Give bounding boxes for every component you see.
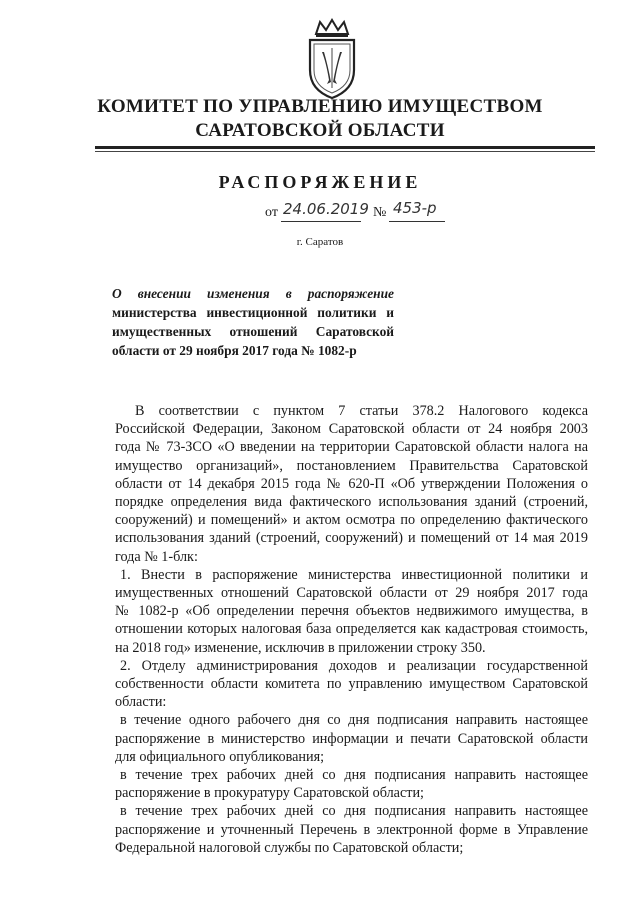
body-line: имущественных отношений Саратовской области от 29 ноября 2017 года: [115, 585, 588, 602]
document-subject: [112, 284, 394, 360]
document-type-title: РАСПОРЯЖЕНИЕ: [218, 172, 422, 192]
number-prefix: №: [373, 205, 387, 220]
date-underline: [281, 221, 361, 222]
body-line: распоряжение и уточненный Перечень в электронной форме в Управление: [115, 821, 588, 838]
handwritten-date: 24.06.2019: [283, 200, 369, 218]
body-line: отношении которых налоговая база определяется как кадастровая стоимость,: [115, 621, 588, 638]
body-line: в течение одного рабочего дня со дня подписания направить настоящее: [120, 712, 588, 729]
organization-name-line1: КОМИТЕТ ПО УПРАВЛЕНИЮ ИМУЩЕСТВОМ: [97, 96, 543, 117]
date-number-line: [265, 199, 465, 224]
body-line: в течение трех рабочих дней со дня подписания направить настоящее: [120, 767, 588, 784]
body-line: № 1082-р «Об определении перечня объектов недвижимого имущества, в: [115, 603, 588, 620]
body-line: области:: [115, 694, 167, 711]
body-line: области от 14 декабря 2015 года № 620-П «Об утверждении Положения о: [115, 475, 588, 492]
body-line: 1. Внести в распоряжение министерства инвестиционной политики и: [120, 566, 588, 583]
organization-name-line2: САРАТОВСКОЙ ОБЛАСТИ: [195, 120, 445, 141]
handwritten-number: 453-р: [393, 199, 437, 217]
coat-of-arms-emblem: [302, 18, 362, 100]
city-name: г. Саратов: [296, 236, 344, 248]
body-line: распоряжение в прокуратуру Саратовской области;: [115, 785, 424, 802]
subject-line: имущественных отношений Саратовской: [112, 324, 394, 339]
number-underline: [389, 221, 445, 222]
date-prefix: от: [265, 205, 278, 220]
header-divider-thin: [95, 151, 595, 152]
body-line: использования зданий (строений, сооружений) и помещений от 14 мая 2019: [115, 530, 588, 547]
subject-line: области от 29 ноября 2017 года № 1082-р: [112, 343, 357, 358]
document-body: [115, 402, 588, 857]
body-line: Российской Федерации, Законом Саратовской области от 24 ноября 2003: [115, 421, 588, 438]
subject-line: министерства инвестиционной политики и: [112, 305, 394, 320]
body-line: года № 1-блк:: [115, 548, 198, 565]
body-line: в течение трех рабочих дней со дня подписания направить настоящее: [120, 803, 588, 820]
body-line: 2. Отделу администрирования доходов и реализации государственной: [120, 657, 588, 674]
body-line: Федеральной налоговой службы по Саратовской области;: [115, 839, 464, 856]
header-divider-thick: [95, 146, 595, 149]
subject-line: О внесении изменения в распоряжение: [112, 286, 394, 301]
body-line: порядке определения вида фактического использования зданий (строений,: [115, 494, 588, 511]
body-line: распоряжение в министерство информации и печати Саратовской области: [115, 730, 588, 747]
body-line: В соответствии с пунктом 7 статьи 378.2 Налогового кодекса: [135, 403, 588, 419]
body-line: для официального опубликования;: [115, 748, 325, 765]
body-line: имущество организаций», постановлением Правительства Саратовской: [115, 457, 588, 474]
body-line: года № 73-ЗСО «О введении на территории Саратовской области налога на: [115, 439, 588, 456]
body-line: сооружений) и помещений» и актом осмотра по определению фактического: [115, 512, 588, 529]
body-line: на 2018 год» изменение, исключив в приложении строку 350.: [115, 639, 486, 656]
body-line: собственности области комитета по управлению имуществом Саратовской: [115, 676, 588, 693]
